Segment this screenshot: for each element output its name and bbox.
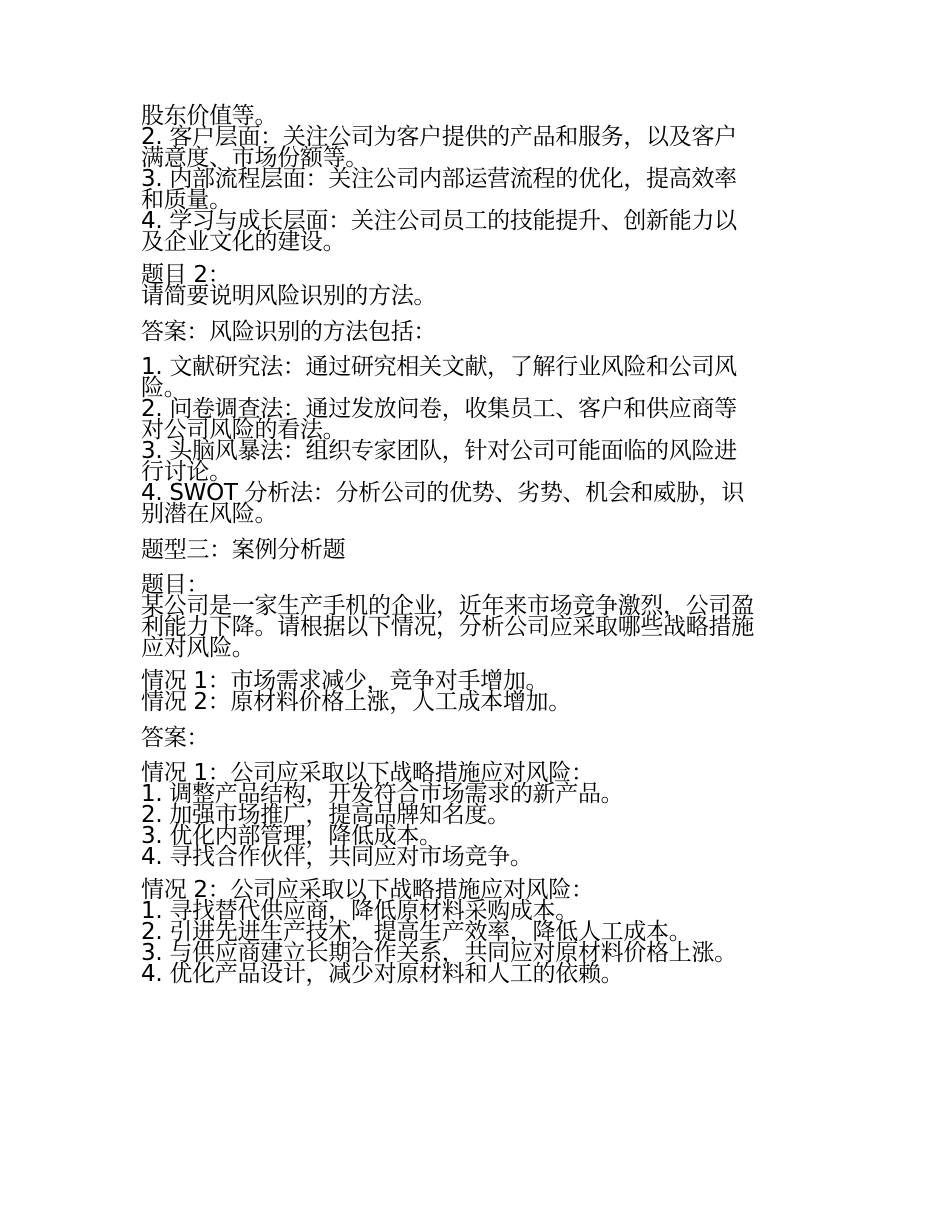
text-line: 4. 学习与成长层面：关注公司员工的技能提升、创新能力以 (141, 208, 737, 234)
text-line: 题目 2： (141, 262, 231, 288)
text-line: 2. 客户层面：关注公司为客户提供的产品和服务，以及客户 (141, 124, 737, 150)
paragraph-answer-label (141, 725, 831, 751)
text-line: 题目： (141, 572, 210, 598)
text-line: 应对风险。 (141, 635, 255, 661)
text-line: 满意度、市场份额等。 (141, 145, 369, 171)
paragraph-section-3-heading (141, 537, 831, 563)
text-line: 4. 优化产品设计，减少对原材料和人工的依赖。 (141, 961, 624, 987)
text-line: 答案：风险识别的方法包括： (141, 319, 437, 345)
paragraph-situation-1-answer (141, 760, 831, 870)
text-line: 请简要说明风险识别的方法。 (141, 283, 437, 309)
text-line: 某公司是一家生产手机的企业，近年来市场竞争激烈，公司盈 (141, 593, 754, 619)
text-line: 4. 寻找合作伙伴，共同应对市场竞争。 (141, 844, 533, 870)
text-line: 3. 与供应商建立长期合作关系，共同应对原材料价格上涨。 (141, 940, 737, 966)
text-line: 1. 调整产品结构，开发符合市场需求的新产品。 (141, 781, 624, 807)
text-line: 答案： (141, 725, 210, 751)
text-line: 3. 内部流程层面：关注公司内部运营流程的优化，提高效率 (141, 166, 737, 192)
text-line: 2. 问卷调查法：通过发放问卷，收集员工、客户和供应商等 (141, 396, 737, 422)
text-line: 别潜在风险。 (141, 501, 278, 527)
text-line: 3. 头脑风暴法：组织专家团队，针对公司可能面临的风险进 (141, 438, 737, 464)
paragraph-answer-2-list (141, 354, 831, 527)
text-line: 3. 优化内部管理，降低成本。 (141, 823, 442, 849)
text-line: 1. 文献研究法：通过研究相关文献，了解行业风险和公司风 (141, 354, 737, 380)
text-line: 情况 2：原材料价格上涨，人工成本增加。 (141, 689, 571, 715)
text-line: 股东价值等。 (141, 103, 278, 129)
text-line: 情况 1：市场需求减少，竞争对手增加。 (141, 668, 549, 694)
text-line: 利能力下降。请根据以下情况，分析公司应采取哪些战略措施 (141, 614, 754, 640)
paragraph-bsc-dimensions (141, 103, 831, 255)
paragraph-answer-2-intro (141, 319, 831, 345)
text-line: 险。 (141, 375, 187, 401)
text-line: 2. 引进先进生产技术，提高生产效率，降低人工成本。 (141, 919, 692, 945)
paragraph-case-situations (141, 668, 831, 715)
text-line: 情况 1：公司应采取以下战略措施应对风险： (141, 760, 594, 786)
text-line: 对公司风险的看法。 (141, 417, 346, 443)
paragraph-question-2 (141, 262, 831, 309)
text-line: 行讨论。 (141, 459, 232, 485)
text-line: 1. 寻找替代供应商，降低原材料采购成本。 (141, 898, 578, 924)
text-line: 题型三：案例分析题 (141, 537, 346, 563)
text-line: 及企业文化的建设。 (141, 229, 346, 255)
text-line: 4. SWOT 分析法：分析公司的优势、劣势、机会和威胁，识 (141, 480, 745, 506)
text-line: 和质量。 (141, 187, 232, 213)
paragraph-situation-2-answer (141, 877, 831, 987)
text-line: 情况 2：公司应采取以下战略措施应对风险： (141, 877, 594, 903)
paragraph-case-question (141, 572, 831, 661)
document-page (141, 103, 831, 997)
text-line: 2. 加强市场推广，提高品牌知名度。 (141, 802, 510, 828)
